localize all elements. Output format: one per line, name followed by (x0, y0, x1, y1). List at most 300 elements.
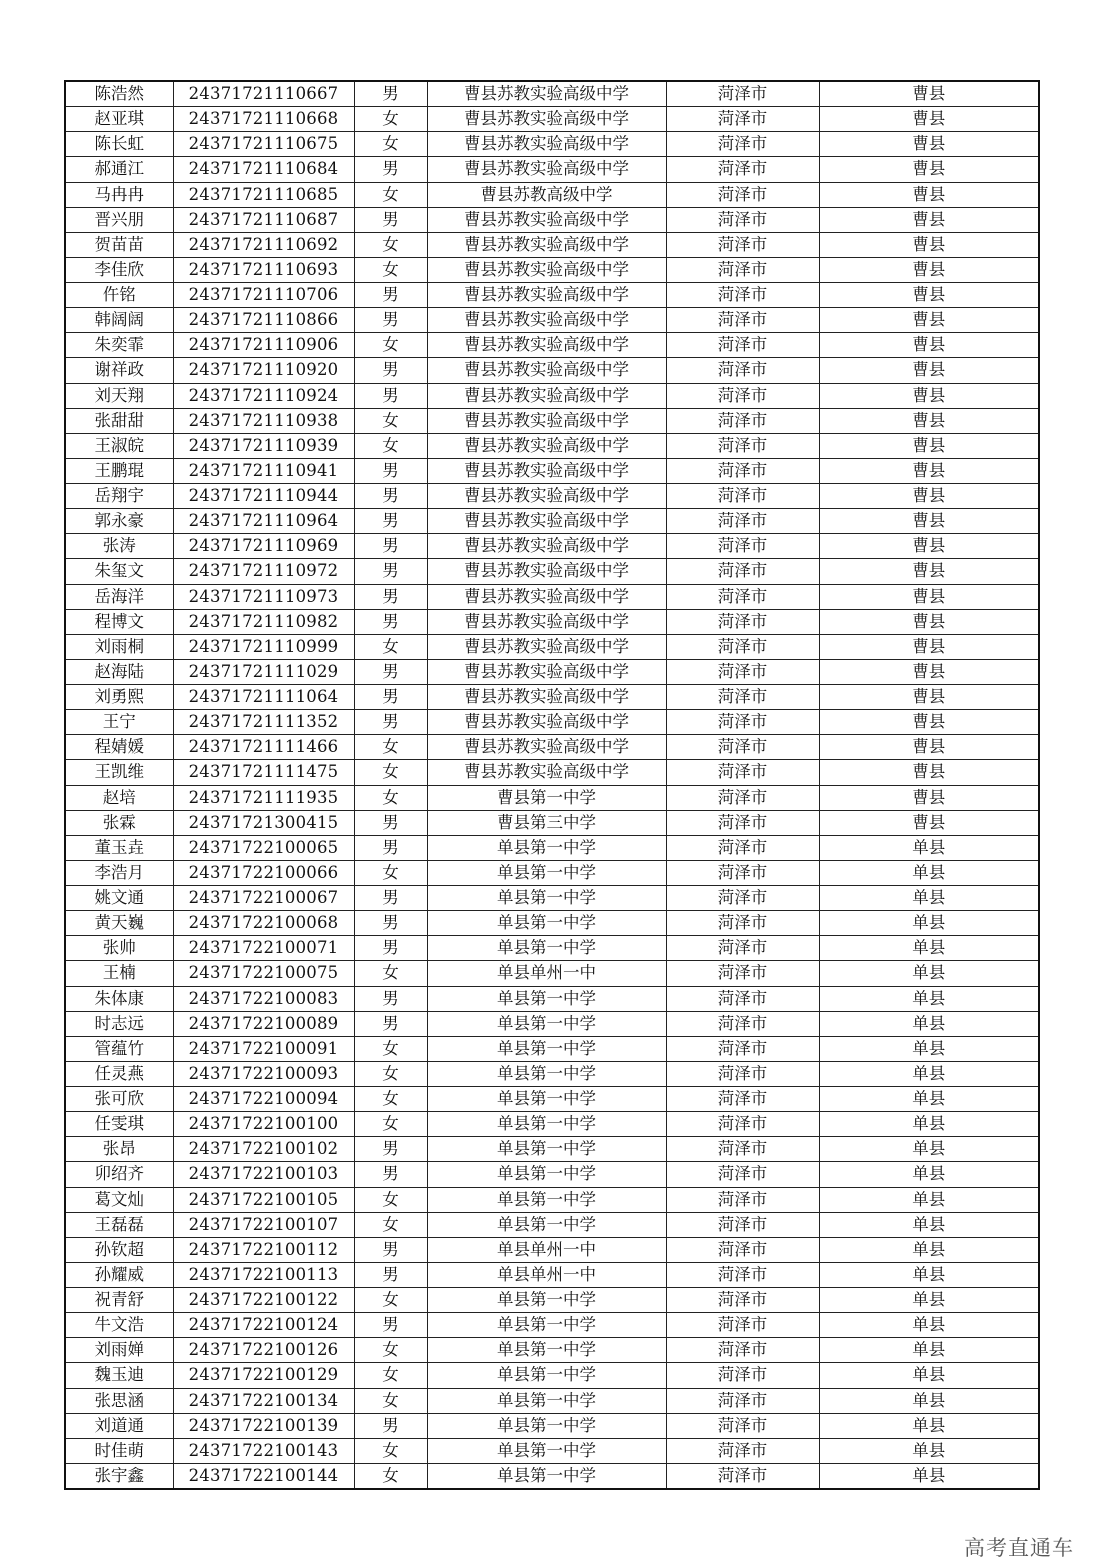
table-row (65, 1036, 1039, 1061)
gender-cell: 男 (354, 484, 427, 509)
city-cell: 菏泽市 (666, 735, 819, 760)
gender-cell: 女 (354, 760, 427, 785)
county-cell: 曹县 (819, 408, 1039, 433)
exam-id-cell: 24371722100093 (173, 1061, 354, 1086)
gender-cell: 女 (354, 1061, 427, 1086)
exam-id-cell: 24371721110964 (173, 509, 354, 534)
county-cell: 单县 (819, 1338, 1039, 1363)
school-cell: 曹县第一中学 (427, 785, 666, 810)
student-name-cell: 王凯维 (65, 760, 173, 785)
gender-cell: 女 (354, 182, 427, 207)
exam-id-cell: 24371722100126 (173, 1338, 354, 1363)
exam-id-cell: 24371721110687 (173, 207, 354, 232)
student-name-cell: 程婧媛 (65, 735, 173, 760)
city-cell: 菏泽市 (666, 1061, 819, 1086)
exam-id-cell: 24371722100102 (173, 1137, 354, 1162)
county-cell: 曹县 (819, 810, 1039, 835)
exam-id-cell: 24371722100122 (173, 1288, 354, 1313)
student-name-cell: 朱玺文 (65, 559, 173, 584)
student-name-cell: 刘雨桐 (65, 634, 173, 659)
student-name-cell: 晋兴朋 (65, 207, 173, 232)
gender-cell: 男 (354, 358, 427, 383)
student-name-cell: 董玉垚 (65, 835, 173, 860)
table-row (65, 986, 1039, 1011)
county-cell: 单县 (819, 1212, 1039, 1237)
county-cell: 曹县 (819, 710, 1039, 735)
student-name-cell: 张宇鑫 (65, 1463, 173, 1489)
student-name-cell: 任灵燕 (65, 1061, 173, 1086)
exam-id-cell: 24371722100100 (173, 1112, 354, 1137)
school-cell: 单县第一中学 (427, 1036, 666, 1061)
gender-cell: 男 (354, 207, 427, 232)
exam-id-cell: 24371722100143 (173, 1438, 354, 1463)
gender-cell: 男 (354, 835, 427, 860)
table-row (65, 1363, 1039, 1388)
county-cell: 曹县 (819, 157, 1039, 182)
gender-cell: 女 (354, 961, 427, 986)
student-name-cell: 朱体康 (65, 986, 173, 1011)
exam-id-cell: 24371721111352 (173, 710, 354, 735)
gender-cell: 女 (354, 1187, 427, 1212)
gender-cell: 女 (354, 1388, 427, 1413)
exam-id-cell: 24371722100105 (173, 1187, 354, 1212)
student-name-cell: 岳海洋 (65, 584, 173, 609)
school-cell: 单县第一中学 (427, 1363, 666, 1388)
city-cell: 菏泽市 (666, 760, 819, 785)
gender-cell: 女 (354, 1463, 427, 1489)
county-cell: 曹县 (819, 132, 1039, 157)
city-cell: 菏泽市 (666, 961, 819, 986)
exam-id-cell: 24371721110920 (173, 358, 354, 383)
city-cell: 菏泽市 (666, 1338, 819, 1363)
gender-cell: 男 (354, 81, 427, 107)
table-row (65, 333, 1039, 358)
county-cell: 单县 (819, 1061, 1039, 1086)
county-cell: 曹县 (819, 534, 1039, 559)
gender-cell: 男 (354, 659, 427, 684)
county-cell: 单县 (819, 1187, 1039, 1212)
gender-cell: 男 (354, 1011, 427, 1036)
city-cell: 菏泽市 (666, 1187, 819, 1212)
city-cell: 菏泽市 (666, 1162, 819, 1187)
table-row (65, 232, 1039, 257)
county-cell: 单县 (819, 835, 1039, 860)
exam-id-cell: 24371721110939 (173, 433, 354, 458)
exam-id-cell: 24371721110972 (173, 559, 354, 584)
gender-cell: 男 (354, 986, 427, 1011)
gender-cell: 男 (354, 509, 427, 534)
student-name-cell: 仵铭 (65, 283, 173, 308)
county-cell: 单县 (819, 1313, 1039, 1338)
school-cell: 曹县苏教实验高级中学 (427, 760, 666, 785)
table-row (65, 810, 1039, 835)
city-cell: 菏泽市 (666, 433, 819, 458)
student-name-cell: 马冉冉 (65, 182, 173, 207)
student-name-cell: 郝通江 (65, 157, 173, 182)
table-row (65, 132, 1039, 157)
county-cell: 曹县 (819, 308, 1039, 333)
table-row (65, 886, 1039, 911)
city-cell: 菏泽市 (666, 1438, 819, 1463)
city-cell: 菏泽市 (666, 710, 819, 735)
table-row (65, 283, 1039, 308)
school-cell: 单县第一中学 (427, 1338, 666, 1363)
county-cell: 单县 (819, 1288, 1039, 1313)
table-row (65, 458, 1039, 483)
gender-cell: 男 (354, 810, 427, 835)
school-cell: 曹县苏教实验高级中学 (427, 659, 666, 684)
school-cell: 曹县苏教实验高级中学 (427, 735, 666, 760)
city-cell: 菏泽市 (666, 182, 819, 207)
gender-cell: 男 (354, 685, 427, 710)
student-name-cell: 王鹏琨 (65, 458, 173, 483)
student-name-cell: 贺苗苗 (65, 232, 173, 257)
city-cell: 菏泽市 (666, 232, 819, 257)
school-cell: 单县第一中学 (427, 860, 666, 885)
exam-id-cell: 24371722100129 (173, 1363, 354, 1388)
gender-cell: 女 (354, 735, 427, 760)
gender-cell: 男 (354, 283, 427, 308)
city-cell: 菏泽市 (666, 132, 819, 157)
gender-cell: 女 (354, 433, 427, 458)
city-cell: 菏泽市 (666, 1288, 819, 1313)
city-cell: 菏泽市 (666, 559, 819, 584)
table-row (65, 1463, 1039, 1489)
county-cell: 曹县 (819, 634, 1039, 659)
table-row (65, 785, 1039, 810)
school-cell: 曹县苏教高级中学 (427, 182, 666, 207)
student-name-cell: 张思涵 (65, 1388, 173, 1413)
county-cell: 单县 (819, 1087, 1039, 1112)
city-cell: 菏泽市 (666, 659, 819, 684)
county-cell: 曹县 (819, 207, 1039, 232)
city-cell: 菏泽市 (666, 81, 819, 107)
county-cell: 单县 (819, 986, 1039, 1011)
exam-id-cell: 24371721110685 (173, 182, 354, 207)
exam-id-cell: 24371722100067 (173, 886, 354, 911)
school-cell: 曹县苏教实验高级中学 (427, 408, 666, 433)
school-cell: 单县第一中学 (427, 1011, 666, 1036)
table-row (65, 961, 1039, 986)
student-name-cell: 王磊磊 (65, 1212, 173, 1237)
school-cell: 曹县苏教实验高级中学 (427, 584, 666, 609)
school-cell: 单县第一中学 (427, 1288, 666, 1313)
student-name-cell: 刘天翔 (65, 383, 173, 408)
school-cell: 曹县苏教实验高级中学 (427, 232, 666, 257)
student-name-cell: 王楠 (65, 961, 173, 986)
county-cell: 曹县 (819, 509, 1039, 534)
gender-cell: 女 (354, 107, 427, 132)
student-name-cell: 赵亚琪 (65, 107, 173, 132)
school-cell: 单县第一中学 (427, 1162, 666, 1187)
city-cell: 菏泽市 (666, 1112, 819, 1137)
county-cell: 单县 (819, 860, 1039, 885)
table-row (65, 1388, 1039, 1413)
city-cell: 菏泽市 (666, 207, 819, 232)
county-cell: 曹县 (819, 433, 1039, 458)
table-row (65, 1237, 1039, 1262)
school-cell: 曹县苏教实验高级中学 (427, 132, 666, 157)
exam-id-cell: 24371722100139 (173, 1413, 354, 1438)
city-cell: 菏泽市 (666, 835, 819, 860)
exam-id-cell: 24371721110866 (173, 308, 354, 333)
table-row (65, 1061, 1039, 1086)
school-cell: 单县单州一中 (427, 961, 666, 986)
city-cell: 菏泽市 (666, 283, 819, 308)
school-cell: 曹县苏教实验高级中学 (427, 509, 666, 534)
student-name-cell: 张昂 (65, 1137, 173, 1162)
student-name-cell: 张可欣 (65, 1087, 173, 1112)
school-cell: 单县第一中学 (427, 1463, 666, 1489)
exam-id-cell: 24371721110675 (173, 132, 354, 157)
city-cell: 菏泽市 (666, 634, 819, 659)
city-cell: 菏泽市 (666, 383, 819, 408)
table-row (65, 659, 1039, 684)
table-row (65, 534, 1039, 559)
county-cell: 单县 (819, 1011, 1039, 1036)
county-cell: 单县 (819, 1388, 1039, 1413)
table-row (65, 1162, 1039, 1187)
exam-id-cell: 24371721110982 (173, 609, 354, 634)
gender-cell: 男 (354, 1137, 427, 1162)
table-row (65, 1112, 1039, 1137)
county-cell: 曹县 (819, 785, 1039, 810)
city-cell: 菏泽市 (666, 860, 819, 885)
exam-id-cell: 24371722100134 (173, 1388, 354, 1413)
student-name-cell: 李佳欣 (65, 257, 173, 282)
county-cell: 单县 (819, 1438, 1039, 1463)
county-cell: 曹县 (819, 685, 1039, 710)
gender-cell: 女 (354, 1087, 427, 1112)
student-name-cell: 刘道通 (65, 1413, 173, 1438)
city-cell: 菏泽市 (666, 157, 819, 182)
school-cell: 单县第一中学 (427, 1112, 666, 1137)
student-name-cell: 张甜甜 (65, 408, 173, 433)
gender-cell: 男 (354, 534, 427, 559)
city-cell: 菏泽市 (666, 936, 819, 961)
exam-id-cell: 24371721111475 (173, 760, 354, 785)
exam-id-cell: 24371722100065 (173, 835, 354, 860)
table-row (65, 1413, 1039, 1438)
school-cell: 曹县苏教实验高级中学 (427, 383, 666, 408)
county-cell: 曹县 (819, 283, 1039, 308)
student-name-cell: 管蕴竹 (65, 1036, 173, 1061)
table-row (65, 1338, 1039, 1363)
table-row (65, 1212, 1039, 1237)
school-cell: 曹县苏教实验高级中学 (427, 157, 666, 182)
county-cell: 曹县 (819, 735, 1039, 760)
school-cell: 单县第一中学 (427, 1187, 666, 1212)
exam-id-cell: 24371721110999 (173, 634, 354, 659)
table-row (65, 308, 1039, 333)
table-row (65, 433, 1039, 458)
student-name-cell: 魏玉迪 (65, 1363, 173, 1388)
county-cell: 曹县 (819, 257, 1039, 282)
exam-id-cell: 24371722100071 (173, 936, 354, 961)
student-name-cell: 张霖 (65, 810, 173, 835)
school-cell: 单县第一中学 (427, 886, 666, 911)
table-row (65, 1288, 1039, 1313)
city-cell: 菏泽市 (666, 1463, 819, 1489)
exam-id-cell: 24371721111935 (173, 785, 354, 810)
table-row (65, 157, 1039, 182)
exam-id-cell: 24371721110906 (173, 333, 354, 358)
county-cell: 曹县 (819, 609, 1039, 634)
school-cell: 曹县苏教实验高级中学 (427, 634, 666, 659)
county-cell: 曹县 (819, 107, 1039, 132)
county-cell: 单县 (819, 1036, 1039, 1061)
table-row (65, 1262, 1039, 1287)
gender-cell: 女 (354, 1212, 427, 1237)
city-cell: 菏泽市 (666, 458, 819, 483)
gender-cell: 女 (354, 132, 427, 157)
gender-cell: 男 (354, 1262, 427, 1287)
student-name-cell: 韩阔阔 (65, 308, 173, 333)
city-cell: 菏泽市 (666, 1262, 819, 1287)
table-row (65, 835, 1039, 860)
city-cell: 菏泽市 (666, 810, 819, 835)
gender-cell: 女 (354, 860, 427, 885)
city-cell: 菏泽市 (666, 1313, 819, 1338)
table-row (65, 634, 1039, 659)
student-name-cell: 李浩月 (65, 860, 173, 885)
school-cell: 曹县苏教实验高级中学 (427, 433, 666, 458)
gender-cell: 女 (354, 1036, 427, 1061)
exam-id-cell: 24371722100144 (173, 1463, 354, 1489)
county-cell: 曹县 (819, 81, 1039, 107)
table-row (65, 257, 1039, 282)
county-cell: 单县 (819, 911, 1039, 936)
gender-cell: 女 (354, 408, 427, 433)
city-cell: 菏泽市 (666, 509, 819, 534)
table-row (65, 911, 1039, 936)
watermark-text: 高考直通车 (964, 1536, 1074, 1560)
school-cell: 单县第一中学 (427, 1413, 666, 1438)
city-cell: 菏泽市 (666, 685, 819, 710)
county-cell: 单县 (819, 886, 1039, 911)
school-cell: 曹县苏教实验高级中学 (427, 458, 666, 483)
school-cell: 曹县苏教实验高级中学 (427, 308, 666, 333)
student-name-cell: 岳翔宇 (65, 484, 173, 509)
county-cell: 单县 (819, 1262, 1039, 1287)
gender-cell: 女 (354, 1363, 427, 1388)
student-name-cell: 卯绍齐 (65, 1162, 173, 1187)
county-cell: 单县 (819, 1112, 1039, 1137)
exam-id-cell: 24371722100094 (173, 1087, 354, 1112)
table-row (65, 559, 1039, 584)
table-row (65, 484, 1039, 509)
school-cell: 单县第一中学 (427, 1313, 666, 1338)
student-name-cell: 葛文灿 (65, 1187, 173, 1212)
city-cell: 菏泽市 (666, 484, 819, 509)
table-row (65, 1438, 1039, 1463)
exam-id-cell: 24371722100124 (173, 1313, 354, 1338)
city-cell: 菏泽市 (666, 886, 819, 911)
exam-id-cell: 24371722100113 (173, 1262, 354, 1287)
student-name-cell: 王宁 (65, 710, 173, 735)
school-cell: 曹县苏教实验高级中学 (427, 559, 666, 584)
city-cell: 菏泽市 (666, 257, 819, 282)
gender-cell: 女 (354, 232, 427, 257)
school-cell: 单县第一中学 (427, 986, 666, 1011)
school-cell: 单县第一中学 (427, 1438, 666, 1463)
county-cell: 曹县 (819, 484, 1039, 509)
table-row (65, 760, 1039, 785)
student-name-cell: 刘勇熙 (65, 685, 173, 710)
table-row (65, 182, 1039, 207)
city-cell: 菏泽市 (666, 1212, 819, 1237)
gender-cell: 男 (354, 609, 427, 634)
table-row (65, 1313, 1039, 1338)
city-cell: 菏泽市 (666, 1011, 819, 1036)
school-cell: 曹县苏教实验高级中学 (427, 685, 666, 710)
city-cell: 菏泽市 (666, 1087, 819, 1112)
table-row (65, 383, 1039, 408)
county-cell: 曹县 (819, 182, 1039, 207)
school-cell: 曹县苏教实验高级中学 (427, 609, 666, 634)
county-cell: 单县 (819, 936, 1039, 961)
table-row (65, 685, 1039, 710)
exam-id-cell: 24371721111466 (173, 735, 354, 760)
gender-cell: 女 (354, 333, 427, 358)
county-cell: 曹县 (819, 760, 1039, 785)
exam-id-cell: 24371722100107 (173, 1212, 354, 1237)
school-cell: 单县第一中学 (427, 1137, 666, 1162)
exam-id-cell: 24371722100112 (173, 1237, 354, 1262)
student-name-cell: 程博文 (65, 609, 173, 634)
exam-id-cell: 24371721111064 (173, 685, 354, 710)
table-row (65, 584, 1039, 609)
gender-cell: 男 (354, 1162, 427, 1187)
city-cell: 菏泽市 (666, 1036, 819, 1061)
exam-id-cell: 24371722100075 (173, 961, 354, 986)
gender-cell: 男 (354, 157, 427, 182)
exam-id-cell: 24371721110693 (173, 257, 354, 282)
gender-cell: 女 (354, 1112, 427, 1137)
exam-id-cell: 24371721110969 (173, 534, 354, 559)
gender-cell: 女 (354, 785, 427, 810)
city-cell: 菏泽市 (666, 408, 819, 433)
gender-cell: 女 (354, 634, 427, 659)
gender-cell: 男 (354, 1237, 427, 1262)
school-cell: 曹县苏教实验高级中学 (427, 333, 666, 358)
county-cell: 单县 (819, 1162, 1039, 1187)
county-cell: 曹县 (819, 333, 1039, 358)
exam-id-cell: 24371721110973 (173, 584, 354, 609)
county-cell: 单县 (819, 1363, 1039, 1388)
exam-id-cell: 24371721110944 (173, 484, 354, 509)
county-cell: 曹县 (819, 659, 1039, 684)
table-row (65, 358, 1039, 383)
student-name-cell: 张帅 (65, 936, 173, 961)
exam-id-cell: 24371721110668 (173, 107, 354, 132)
student-name-cell: 孙钦超 (65, 1237, 173, 1262)
city-cell: 菏泽市 (666, 911, 819, 936)
exam-id-cell: 24371722100068 (173, 911, 354, 936)
exam-id-cell: 24371722100083 (173, 986, 354, 1011)
school-cell: 单县第一中学 (427, 936, 666, 961)
roster-sheet (64, 80, 1038, 1490)
city-cell: 菏泽市 (666, 1237, 819, 1262)
table-row (65, 710, 1039, 735)
exam-id-cell: 24371721111029 (173, 659, 354, 684)
student-name-cell: 孙耀威 (65, 1262, 173, 1287)
table-row (65, 860, 1039, 885)
student-name-cell: 郭永豪 (65, 509, 173, 534)
school-cell: 单县单州一中 (427, 1262, 666, 1287)
school-cell: 曹县苏教实验高级中学 (427, 358, 666, 383)
city-cell: 菏泽市 (666, 609, 819, 634)
